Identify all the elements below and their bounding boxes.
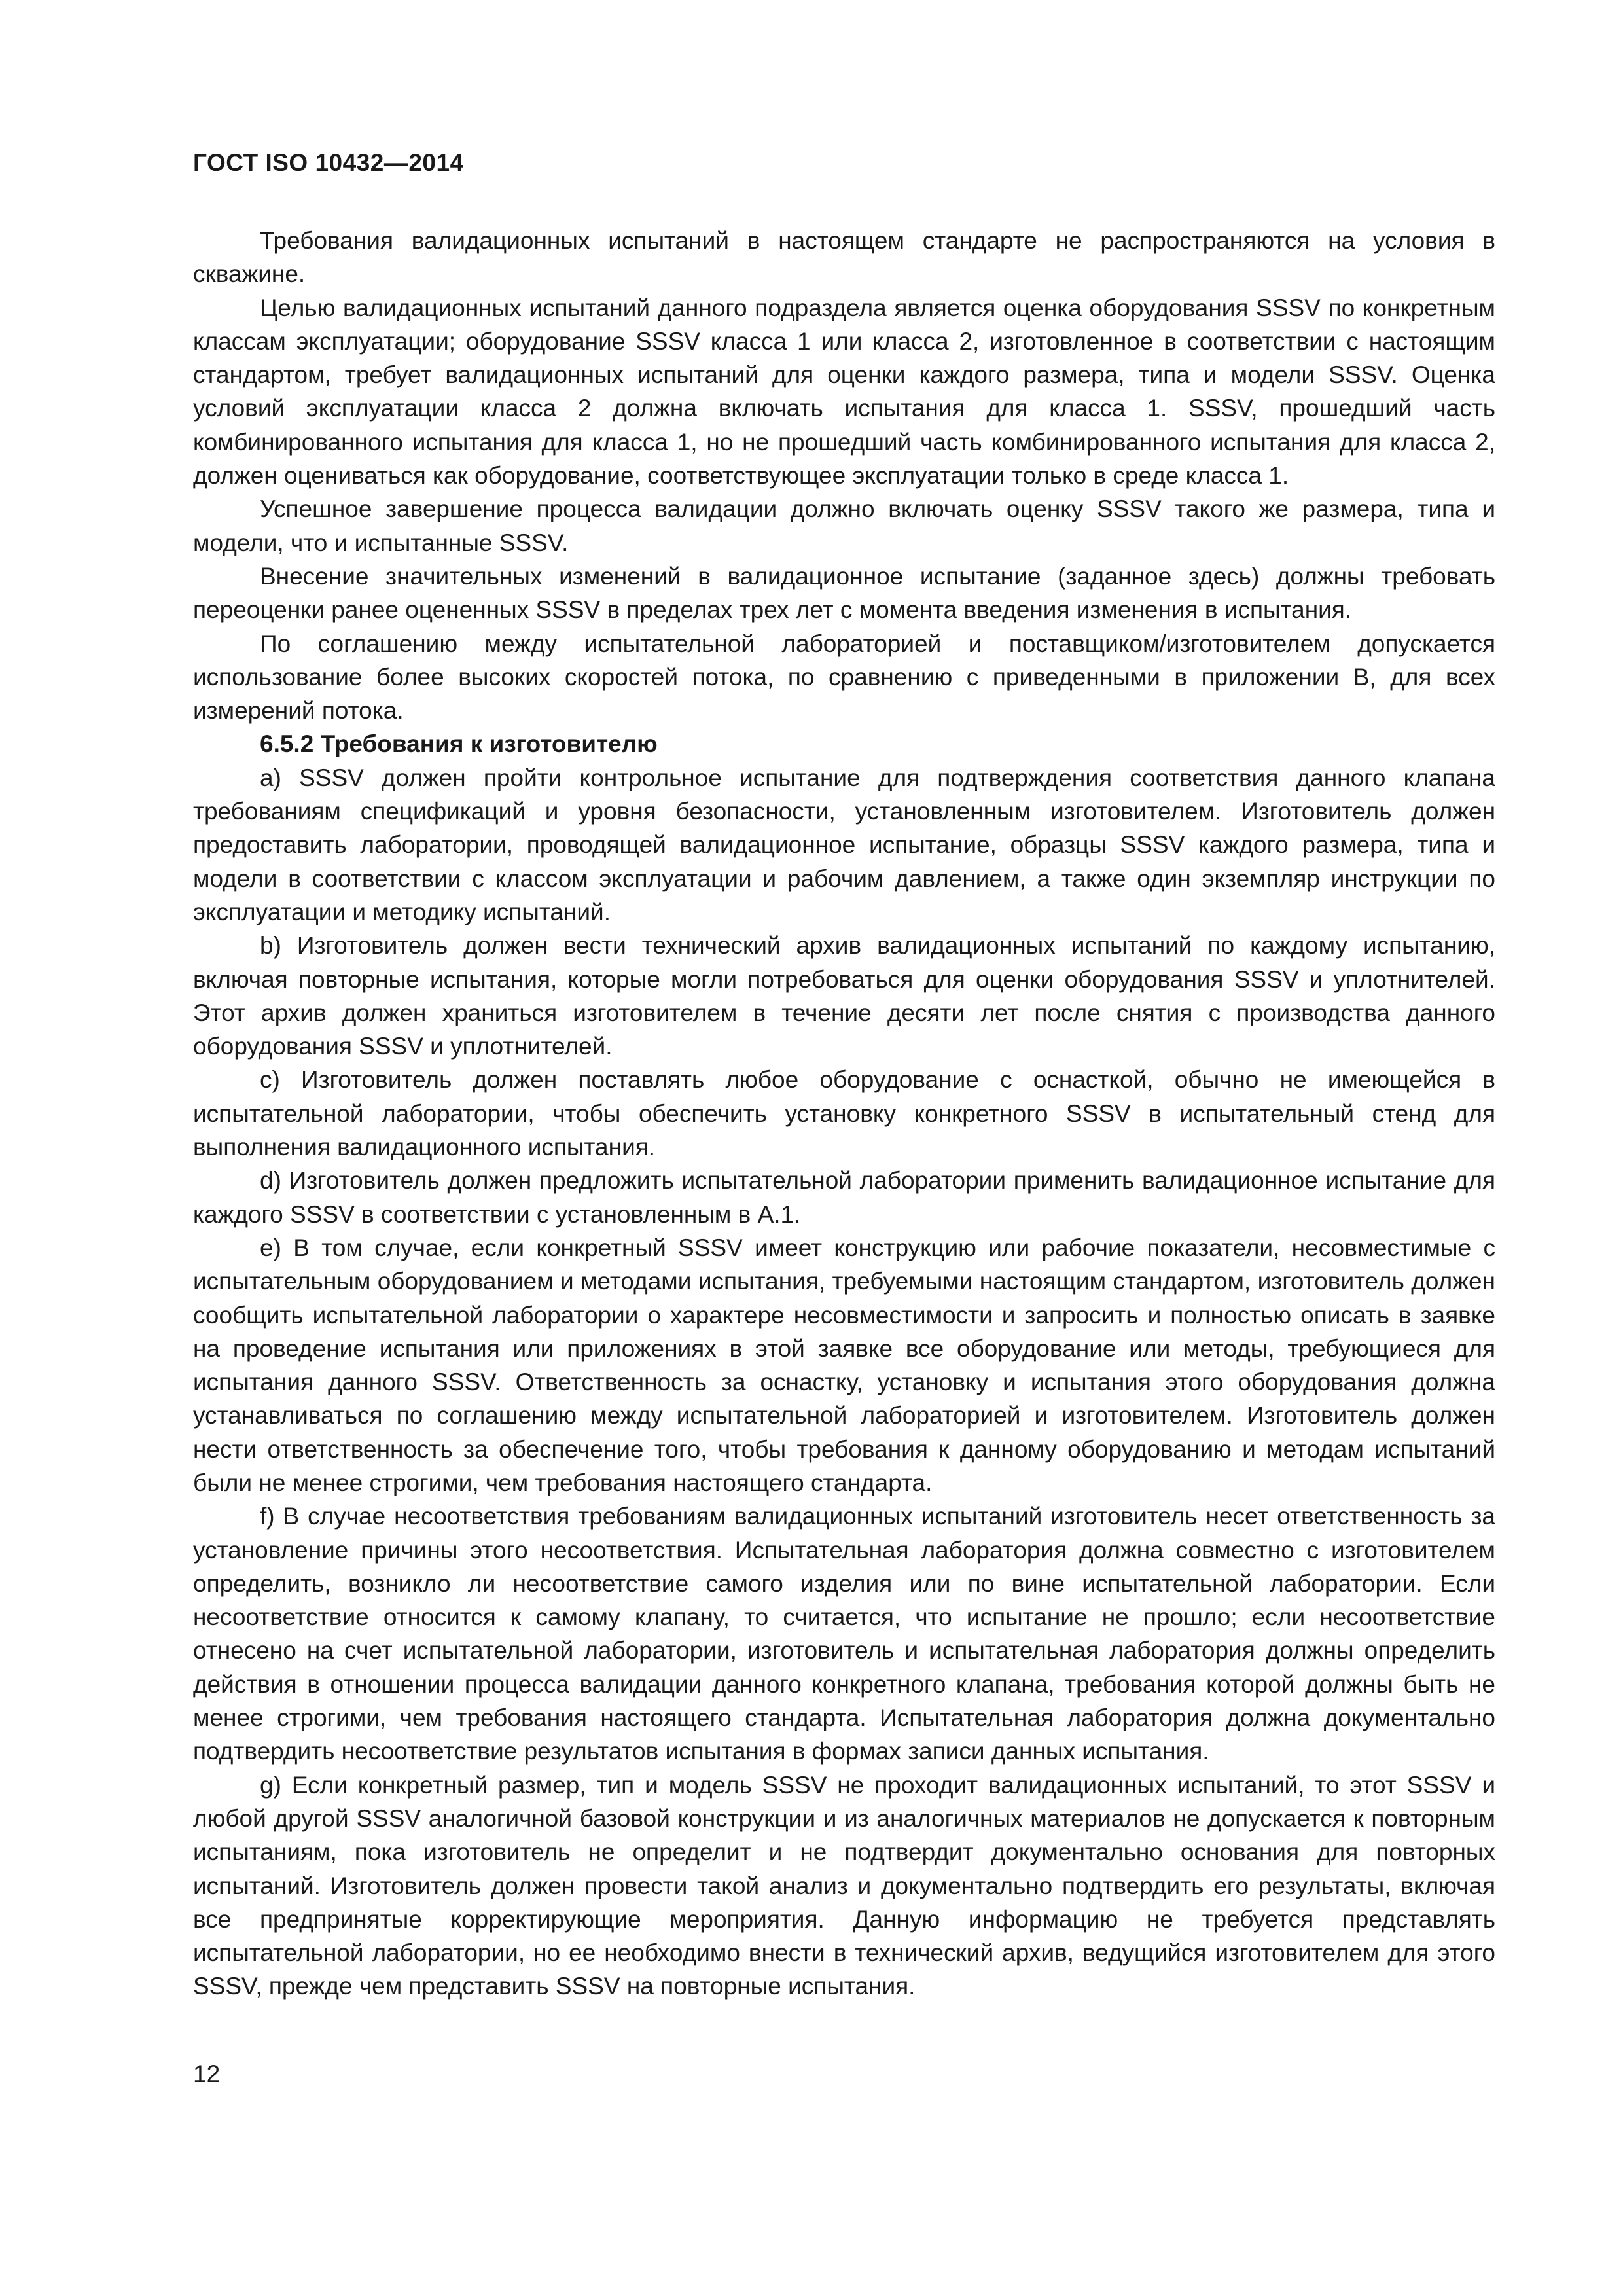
paragraph: По соглашению между испытательной лабораторией и поставщиком/изготовителем допускается использование более высоких скоростей потока, по сравнению с приведенными в приложении В, для всех измерений потока. <box>193 630 1495 725</box>
page-number: 12 <box>193 2060 221 2087</box>
section-heading: 6.5.2 Требования к изготовителю <box>260 730 658 758</box>
paragraph: Успешное завершение процесса валидации должно включать оценку SSSV такого же размера, типа и модели, что и испытанные SSSV. <box>193 495 1495 556</box>
document-body <box>193 224 1495 2003</box>
paragraph: Внесение значительных изменений в валидационное испытание (заданное здесь) должны требовать переоценки ранее оцененных SSSV в пределах трех лет с момента введения изменения в испытания. <box>193 562 1495 624</box>
requirement-item-a: а) SSSV должен пройти контрольное испытание для подтверждения соответствия данного клапана требованиям спецификаций и уровня безопасности, установленным изготовителем. Изготовитель должен предоставить лаборатории, проводящей валидационное испытание, образцы SSSV каждого размера, типа и модели в соответствии с классом эксплуатации и рабочим давлением, а также один экземпляр инструкции по эксплуатации и методику испытаний. <box>193 764 1495 925</box>
requirement-item-c: c) Изготовитель должен поставлять любое оборудование с оснасткой, обычно не имеющейся в испытательной лаборатории, чтобы обеспечить установку конкретного SSSV в испытательный стенд для выполнения валидационного испытания. <box>193 1066 1495 1161</box>
requirement-item-b: b) Изготовитель должен вести технический архив валидационных испытаний по каждому испытанию, включая повторные испытания, которые могли потребоваться для оценки оборудования SSSV и уплотнителей. Этот архив должен храниться изготовителем в течение десяти лет после снятия с производства данного оборудования SSSV и уплотнителей. <box>193 932 1495 1060</box>
requirement-item-d: d) Изготовитель должен предложить испытательной лаборатории применить валидационное испытание для каждого SSSV в соответствии с установленным в А.1. <box>193 1167 1495 1228</box>
paragraph: Целью валидационных испытаний данного подраздела является оценка оборудования SSSV по конкретным классам эксплуатации; оборудование SSSV класса 1 или класса 2, изготовленное в соответствии с настоящим стандартом, требует валидационных испытаний для оценки каждого размера, типа и модели SSSV. Оценка условий эксплуатации класса 2 должна включать испытания для класса 1. SSSV, прошедший часть комбинированного испытания для класса 1, но не прошедший часть комбинированного испытания для класса 2, должен оцениваться как оборудование, соответствующее эксплуатации только в среде класса 1. <box>193 294 1495 490</box>
document-header: ГОСТ ISO 10432—2014 <box>193 149 464 176</box>
requirement-item-e: e) В том случае, если конкретный SSSV имеет конструкцию или рабочие показатели, несовместимые с испытательным оборудованием и методами испытания, требуемыми настоящим стандартом, изготовитель должен сообщить испытательной лаборатории о характере несовместимости и запросить и полностью описать в заявке на проведение испытания или приложениях в этой заявке все оборудование или методы, требующиеся для испытания данного SSSV. Ответственность за оснастку, установку и испытания этого оборудования должна устанавливаться по соглашению между испытательной лабораторией и изготовителем. Изготовитель должен нести ответственность за обеспечение того, чтобы требования к данному оборудованию и методам испытаний были не менее строгими, чем требования настоящего стандарта. <box>193 1234 1495 1496</box>
requirement-item-g: g) Если конкретный размер, тип и модель SSSV не проходит валидационных испытаний, то этот SSSV и любой другой SSSV аналогичной базовой конструкции и из аналогичных материалов не допускается к повторным испытаниям, пока изготовитель не определит и не подтвердит документально основания для повторных испытаний. Изготовитель должен провести такой анализ и документально подтвердить его результаты, включая все предпринятые корректирующие мероприятия. Данную информацию не требуется представлять испытательной лаборатории, но ее необходимо внести в технический архив, ведущийся изготовителем для этого SSSV, прежде чем представить SSSV на повторные испытания. <box>193 1771 1495 2000</box>
requirement-item-f: f) В случае несоответствия требованиям валидационных испытаний изготовитель несет ответственность за установление причины этого несоответствия. Испытательная лаборатория должна совместно с изготовителем определить, возникло ли несоответствие самого изделия или по вине испытательной лаборатории. Если несоответствие относится к самому клапану, то считается, что испытание не прошло; если несоответствие отнесено на счет испытательной лаборатории, изготовитель и испытательная лаборатория должны определить действия в отношении процесса валидации данного конкретного клапана, требования которой должны быть не менее строгими, чем требования настоящего стандарта. Испытательная лаборатория должна документально подтвердить несоответствие результатов испытания в формах записи данных испытания. <box>193 1503 1495 1765</box>
paragraph: Требования валидационных испытаний в настоящем стандарте не распространяются на условия в скважине. <box>193 227 1495 288</box>
